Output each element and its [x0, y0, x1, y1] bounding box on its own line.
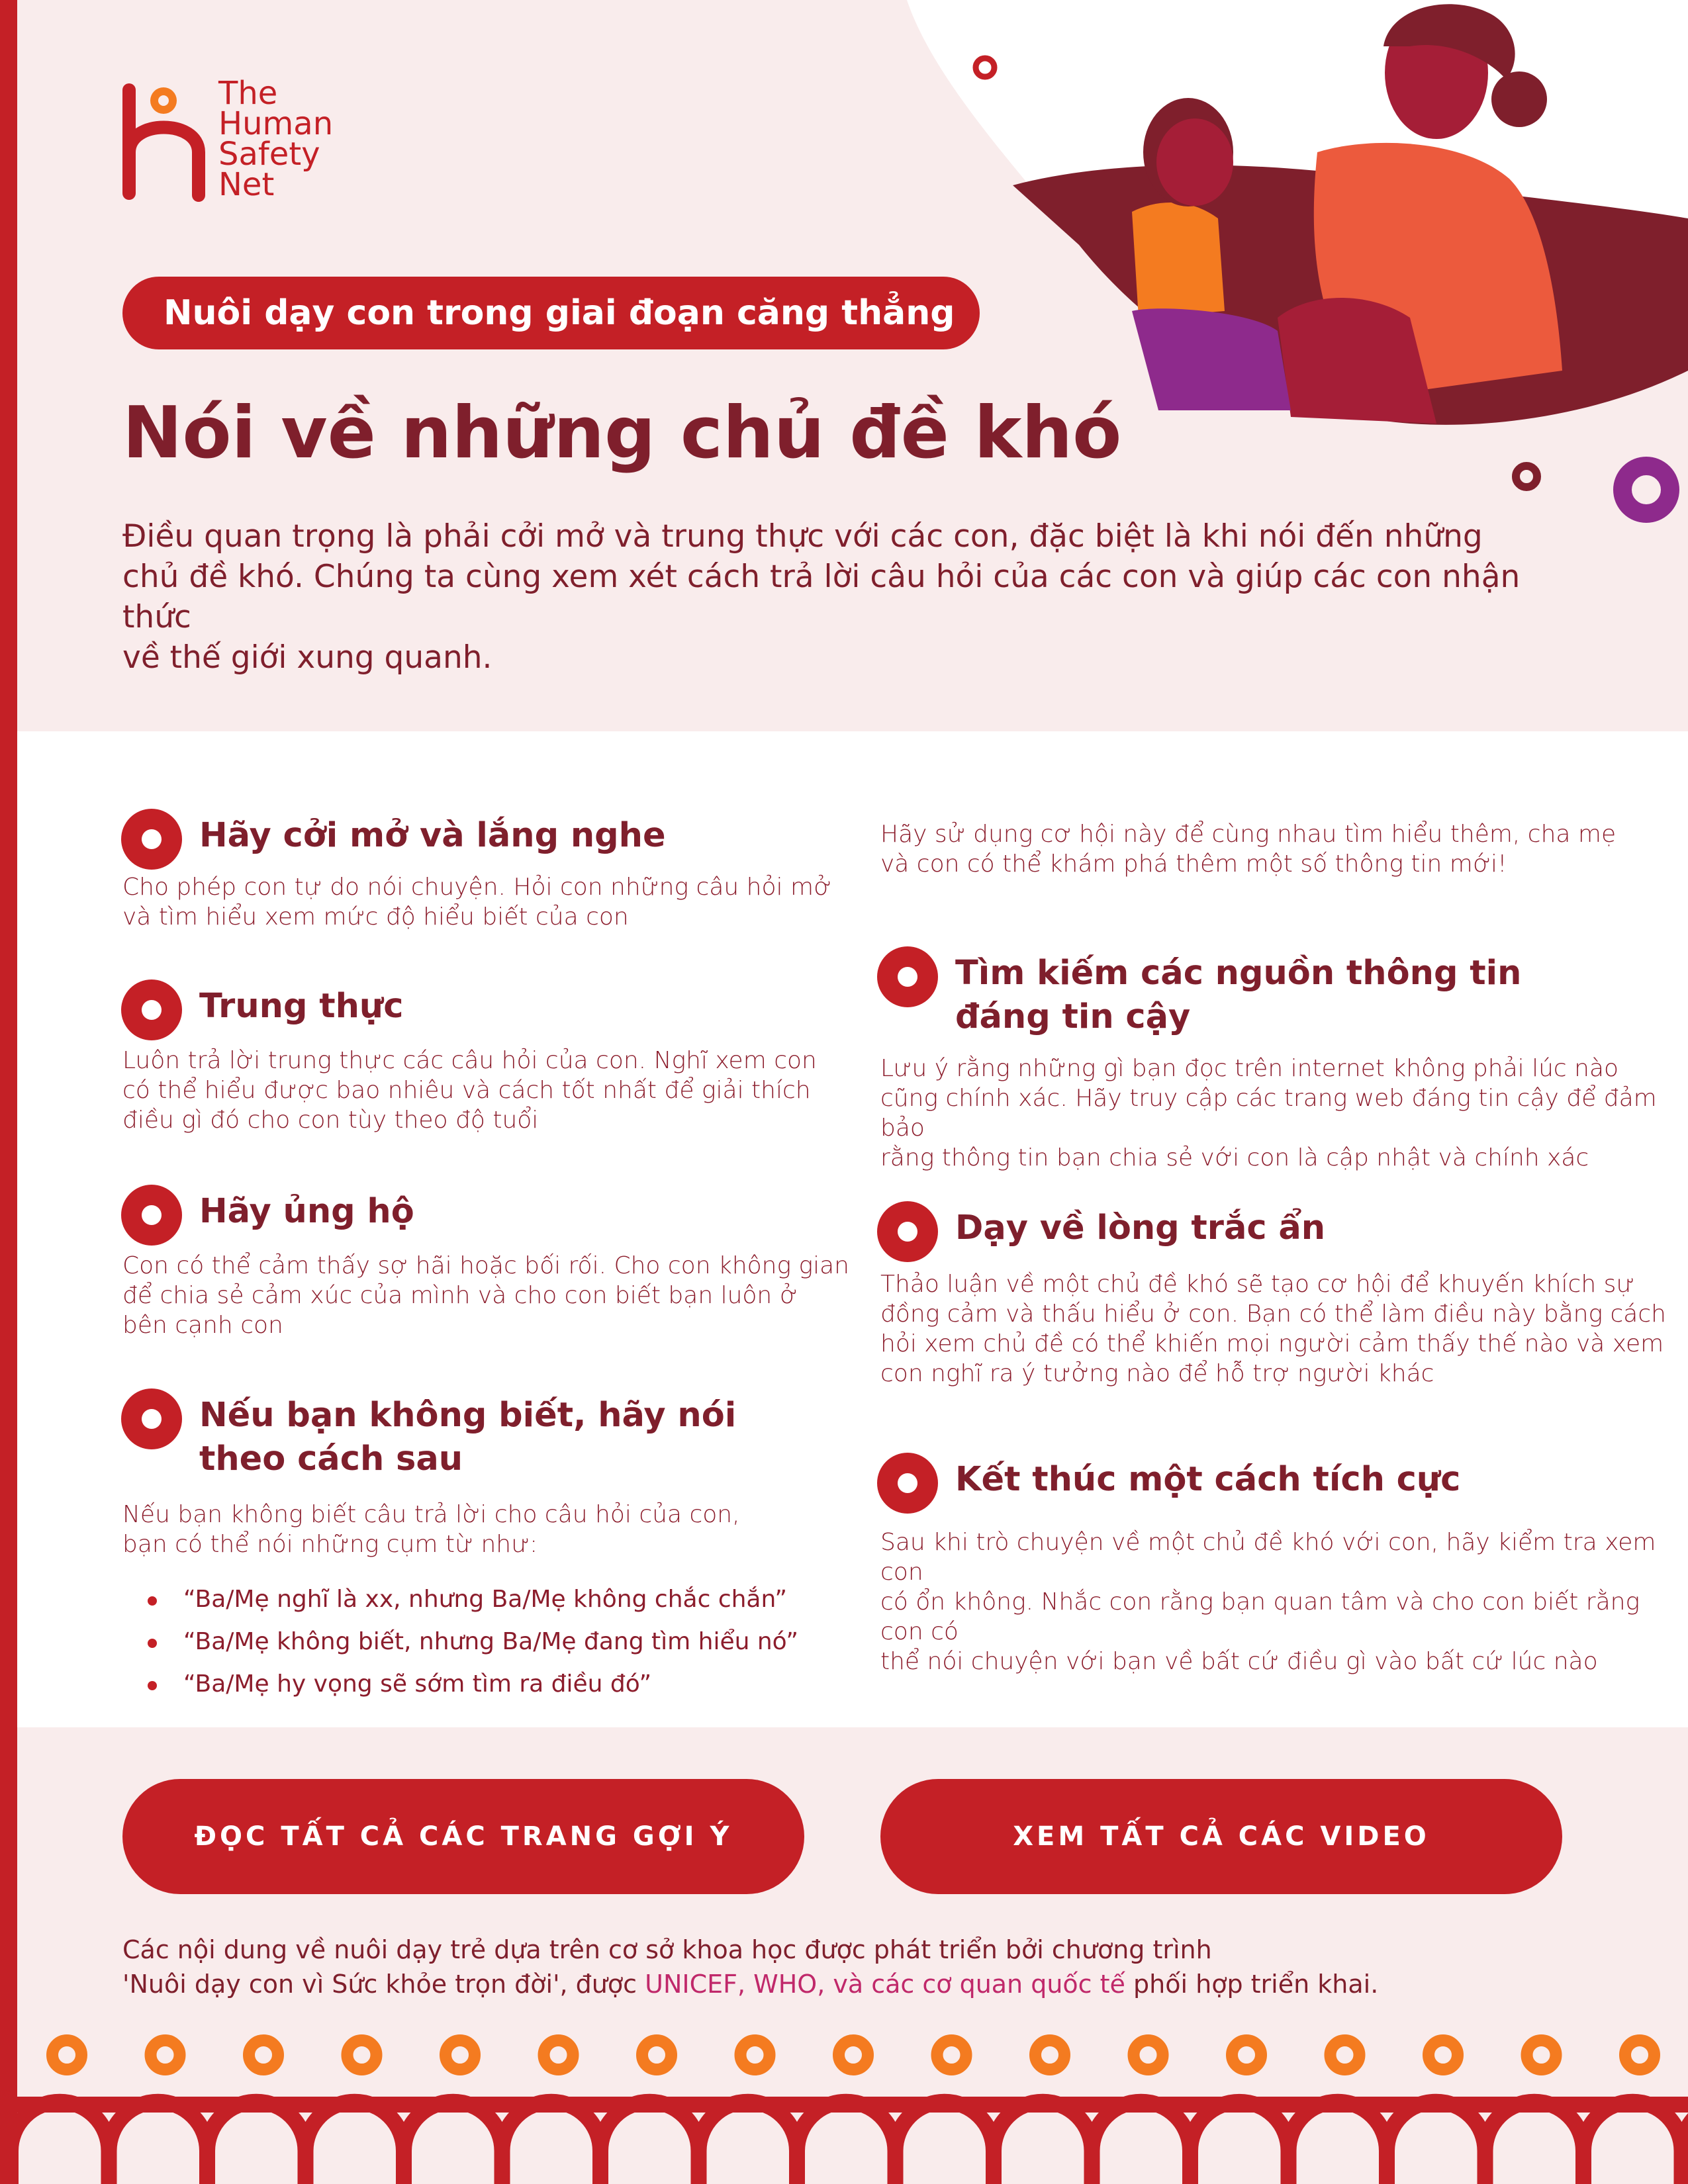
- decor-ring: [348, 2040, 377, 2070]
- watch-all-videos-button[interactable]: XEM TẤT CẢ CÁC VIDEO: [880, 1779, 1562, 1894]
- tip-body-line: con nghĩ ra ý tưởng nào để hỗ trợ người khác: [880, 1360, 1434, 1387]
- decor-arch: [1092, 2102, 1191, 2184]
- intro-line: Điều quan trọng là phải cởi mở và trung thực với các con, đặc biệt là khi nói đến những: [122, 518, 1483, 555]
- decor-arch: [1485, 2102, 1584, 2184]
- list-item: “Ba/Mẹ nghĩ là xx, nhưng Ba/Mẹ không chắc chắn”: [142, 1578, 798, 1621]
- tip-end-positive: [877, 1453, 1460, 1514]
- tip-body-line: bạn có thể nói những cụm từ như:: [122, 1531, 538, 1558]
- tip-body-line: Cho phép con tự do nói chuyện. Hỏi con những câu hỏi mở: [122, 874, 832, 901]
- decor-ring: [741, 2040, 770, 2070]
- ring-bullet-icon: [877, 946, 938, 1007]
- decor-ring: [839, 2040, 868, 2070]
- logo-line: The: [218, 75, 278, 112]
- decor-ring: [151, 2040, 180, 2070]
- tip-title-line: Nếu bạn không biết, hãy nói: [199, 1396, 737, 1435]
- tip-body: [122, 1251, 849, 1340]
- decor-arch: [1387, 2102, 1485, 2184]
- decor-arch: [1682, 2102, 1688, 2184]
- tip-title-line: theo cách sau: [199, 1439, 463, 1479]
- decor-arch: [502, 2102, 601, 2184]
- footnote-line: Các nội dung về nuôi dạy trẻ dựa trên cơ sở khoa học được phát triển bởi chương trình: [122, 1935, 1212, 1964]
- decor-ring: [52, 2040, 81, 2070]
- logo-wordmark: [218, 75, 334, 203]
- footnote-text: phối hợp triển khai.: [1125, 1970, 1379, 1999]
- decor-arch: [306, 2102, 404, 2184]
- tip-body-line: cũng chính xác. Hãy truy cập các trang web đáng tin cậy để đảm bảo: [880, 1085, 1657, 1142]
- tip-body-line: Thảo luận về một chủ đề khó sẽ tạo cơ hội để khuyến khích sự: [880, 1271, 1635, 1298]
- tip-open-listen: [121, 809, 666, 870]
- intro-line: chủ đề khó. Chúng ta cùng xem xét cách trả lời câu hỏi của các con và giúp các con nhận thức: [122, 559, 1521, 635]
- parent-child-illustration: [907, 0, 1688, 523]
- tip-title: Hãy ủng hộ: [199, 1192, 414, 1231]
- logo-line: Human: [218, 105, 334, 142]
- ring-bullet-icon: [121, 1185, 182, 1246]
- decor-arch: [994, 2102, 1092, 2184]
- decor-arch: [1288, 2102, 1387, 2184]
- tip-honest: [121, 979, 403, 1040]
- ring-bullet-icon: [121, 809, 182, 870]
- tip-body-line: Con có thể cảm thấy sợ hãi hoặc bối rối. Cho con không gian: [122, 1252, 849, 1279]
- decor-ring: [1331, 2040, 1360, 2070]
- tip-body-line: có ổn không. Nhắc con rằng bạn quan tâm và cho con biết rằng con có: [880, 1588, 1640, 1645]
- page-title: Nói về những chủ đề khó: [122, 392, 1122, 475]
- decor-arch: [699, 2102, 798, 2184]
- tip-reliable-sources: [877, 946, 1521, 1039]
- decor-ring: [1516, 466, 1537, 487]
- footnote-text: 'Nuôi dạy con vì Sức khỏe trọn đời', được: [122, 1970, 645, 1999]
- tip-title-line: Tìm kiếm các nguồn thông tin: [955, 954, 1522, 993]
- tip-title: [955, 952, 1521, 1039]
- decor-ring: [1625, 2040, 1654, 2070]
- decor-arch: [17, 2102, 109, 2184]
- decor-ring: [544, 2040, 573, 2070]
- decorative-arches-border: [17, 2019, 1688, 2184]
- decor-ring: [1527, 2040, 1556, 2070]
- tip-body-line: để chia sẻ cảm xúc của mình và cho con biết bạn luôn ở: [122, 1282, 798, 1309]
- right-intro-text: [880, 819, 1616, 879]
- tip-body-line: rằng thông tin bạn chia sẻ với con là cập nhật và chính xác: [880, 1144, 1589, 1171]
- decor-arch: [797, 2102, 896, 2184]
- tip-body-line: đồng cảm và thấu hiểu ở con. Bạn có thể làm điều này bằng cách: [880, 1300, 1666, 1328]
- tip-supportive: [121, 1185, 414, 1246]
- decor-arch: [896, 2102, 994, 2184]
- tip-body-line: hỏi xem chủ đề có thể khiến mọi người cảm thấy thế nào và xem: [880, 1330, 1664, 1357]
- read-all-tips-button[interactable]: ĐỌC TẤT CẢ CÁC TRANG GỢI Ý: [122, 1779, 804, 1894]
- tip-title: Trung thực: [199, 987, 404, 1026]
- ring-bullet-icon: [877, 1453, 938, 1514]
- list-item: “Ba/Mẹ không biết, nhưng Ba/Mẹ đang tìm hiểu nó”: [142, 1621, 798, 1663]
- tip-body: [122, 1046, 817, 1135]
- decor-ring: [1134, 2040, 1163, 2070]
- decor-arch: [600, 2102, 699, 2184]
- tip-if-unknown: [121, 1388, 736, 1481]
- footnote-line: [122, 1967, 1579, 2001]
- tip-title: Dạy về lòng trắc ẩn: [955, 1208, 1326, 1248]
- tip-body-line: Nếu bạn không biết câu trả lời cho câu hỏi của con,: [122, 1501, 740, 1528]
- source-footnote: [122, 1933, 1579, 2001]
- partners-link[interactable]: UNICEF, WHO, và các cơ quan quốc tế: [645, 1970, 1125, 1999]
- tip-body: [880, 1269, 1666, 1388]
- left-accent-bar: [0, 0, 17, 2184]
- ring-bullet-icon: [121, 979, 182, 1040]
- decor-arch: [1583, 2102, 1682, 2184]
- ring-bullet-icon: [877, 1201, 938, 1262]
- tip-body-line: và tìm hiểu xem mức độ hiểu biết của con: [122, 903, 629, 931]
- tip-body-line: có thể hiểu được bao nhiêu và cách tốt nhất để giải thích: [122, 1077, 811, 1104]
- tip-body: [122, 1500, 740, 1559]
- intro-paragraph: [122, 516, 1546, 678]
- tip-body-line: Sau khi trò chuyện về một chủ đề khó với con, hãy kiểm tra xem con: [880, 1529, 1656, 1586]
- tip-body: [122, 872, 831, 932]
- logo-line: Net: [218, 166, 275, 203]
- decor-ring: [1429, 2040, 1458, 2070]
- decor-ring: [937, 2040, 966, 2070]
- decor-ring: [1622, 466, 1670, 514]
- decor-arch: [1190, 2102, 1289, 2184]
- decor-arch: [404, 2102, 502, 2184]
- ring-bullet-icon: [121, 1388, 182, 1449]
- tip-body: [880, 1054, 1688, 1173]
- list-item: “Ba/Mẹ hy vọng sẽ sớm tìm ra điều đó”: [142, 1663, 798, 1706]
- tip-compassion: [877, 1201, 1325, 1262]
- decor-ring: [1232, 2040, 1261, 2070]
- decor-ring: [1035, 2040, 1064, 2070]
- tip-body-line: và con có thể khám phá thêm một số thông tin mới!: [880, 850, 1507, 878]
- decor-ring: [642, 2040, 671, 2070]
- tip-title: Hãy cởi mở và lắng nghe: [199, 816, 666, 855]
- decor-arch: [109, 2102, 208, 2184]
- tip-body-line: Luôn trả lời trung thực các câu hỏi của con. Nghĩ xem con: [122, 1047, 817, 1074]
- intro-line: về thế giới xung quanh.: [122, 639, 492, 676]
- tip-body-line: điều gì đó cho con tùy theo độ tuổi: [122, 1107, 539, 1134]
- tip-title: [199, 1394, 736, 1481]
- tip-body-line: thể nói chuyện với bạn về bất cứ điều gì vào bất cứ lúc nào: [880, 1648, 1598, 1675]
- logo-line: Safety: [218, 136, 320, 173]
- decor-ring: [249, 2040, 278, 2070]
- decor-ring: [445, 2040, 475, 2070]
- tip-body-line: bên cạnh con: [122, 1312, 283, 1339]
- example-phrases-list: [142, 1578, 798, 1706]
- tip-title-line: đáng tin cậy: [955, 997, 1191, 1036]
- decor-arch: [207, 2102, 306, 2184]
- tip-body-line: Lưu ý rằng những gì bạn đọc trên internet không phải lúc nào: [880, 1055, 1619, 1082]
- series-pill-label: Nuôi dạy con trong giai đoạn căng thẳng: [122, 277, 980, 349]
- tip-body-line: Hãy sử dụng cơ hội này để cùng nhau tìm hiểu thêm, cha mẹ: [880, 821, 1617, 848]
- tip-body: [880, 1527, 1688, 1676]
- tip-title: Kết thúc một cách tích cực: [955, 1460, 1461, 1499]
